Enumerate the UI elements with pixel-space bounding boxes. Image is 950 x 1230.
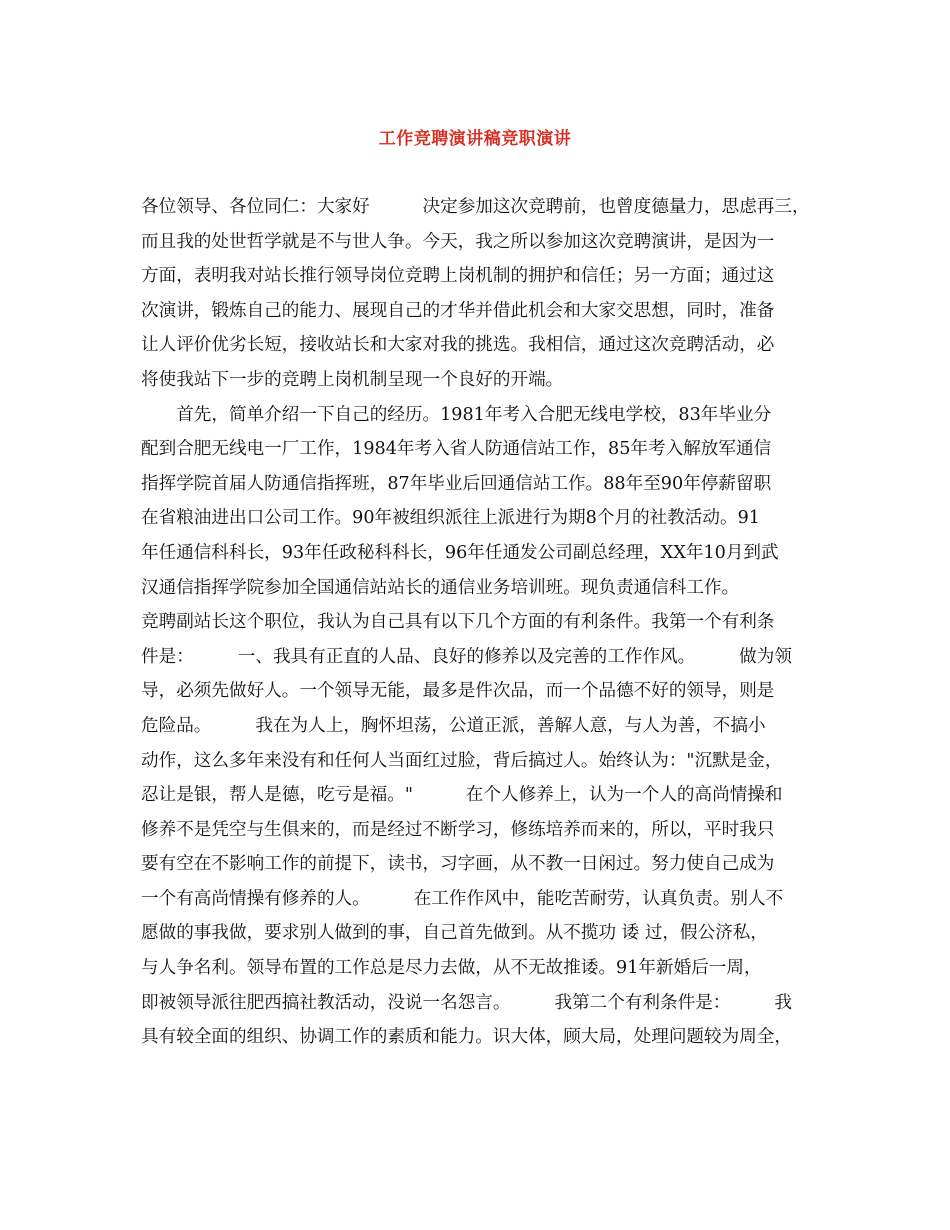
- body-line: 年任通信科科长，93年任政秘科科长，96年任通发公司副总经理，XX年10月到武: [141, 542, 779, 563]
- body-line: 将使我站下一步的竞聘上岗机制呈现一个良好的开端。: [141, 369, 564, 390]
- body-line: 要有空在不影响工作的前提下，读书，习字画，从不教一日闲过。努力使自己成为: [141, 854, 775, 875]
- body-line: 件是： 一、我具有正直的人品、良好的修养以及完善的工作作风。 做为领: [141, 646, 792, 667]
- body-line: 动作，这么多年来没有和任何人当面红过脸，背后搞过人。始终认为："沉默是金，: [141, 750, 783, 771]
- body-line: 竞聘副站长这个职位，我认为自己具有以下几个方面的有利条件。我第一个有利条: [141, 612, 775, 633]
- body-line: 一个有高尚情操有修养的人。 在工作作风中，能吃苦耐劳，认真负责。别人不: [141, 888, 784, 909]
- document-body: [141, 190, 831, 1055]
- body-line: 让人评价优劣长短，接收站长和大家对我的挑选。我相信，通过这次竞聘活动，必: [141, 335, 775, 356]
- body-line: 而且我的处世哲学就是不与世人争。今天，我之所以参加这次竞聘演讲，是因为一: [141, 231, 775, 252]
- body-line: 方面，表明我对站长推行领导岗位竞聘上岗机制的拥护和信任；另一方面；通过这: [141, 266, 775, 287]
- body-line: 次演讲，锻炼自己的能力、展现自己的才华并借此机会和大家交思想，同时，准备: [141, 300, 775, 321]
- body-line: 在省粮油进出口公司工作。90年被组织派往上派进行为期8个月的社教活动。91: [141, 508, 760, 529]
- body-line: 首先，简单介绍一下自己的经历。1981年考入合肥无线电学校，83年毕业分: [141, 404, 772, 425]
- body-line: 忍让是银，帮人是德，吃亏是福。" 在个人修养上，认为一个人的高尚情操和: [141, 785, 783, 806]
- body-line: 与人争名利。领导布置的工作总是尽力去做，从不无故推诿。91年新婚后一周，: [141, 958, 762, 979]
- body-line: 配到合肥无线电一厂工作，1984年考入省人防通信站工作，85年考入解放军通信: [141, 439, 772, 460]
- body-line: 具有较全面的组织、协调工作的素质和能力。识大体，顾大局，处理问题较为周全，: [141, 1027, 792, 1048]
- body-line: 修养不是凭空与生俱来的，而是经过不断学习，修练培养而来的，所以，平时我只: [141, 819, 775, 840]
- body-line: 导，必须先做好人。一个领导无能，最多是件次品，而一个品德不好的领导，则是: [141, 681, 775, 702]
- body-line: 愿做的事我做，要求别人做到的事，自己首先做到。从不揽功 诿 过，假公济私，: [141, 923, 768, 944]
- body-line: 危险品。 我在为人上，胸怀坦荡，公道正派，善解人意，与人为善，不搞小: [141, 715, 766, 736]
- body-line: 即被领导派往肥西搞社教活动，没说一名怨言。 我第二个有利条件是： 我: [141, 992, 792, 1013]
- body-line: 指挥学院首届人防通信指挥班，87年毕业后回通信站工作。88年至90年停薪留职: [141, 473, 772, 494]
- body-line: 各位领导、各位同仁：大家好 决定参加这次竞聘前，也曾度德量力，思虑再三，: [141, 197, 810, 217]
- document-title: 工作竞聘演讲稿竞职演讲: [378, 129, 572, 149]
- body-line: 汉通信指挥学院参加全国通信站站长的通信业务培训班。现负责通信科工作。: [141, 577, 740, 598]
